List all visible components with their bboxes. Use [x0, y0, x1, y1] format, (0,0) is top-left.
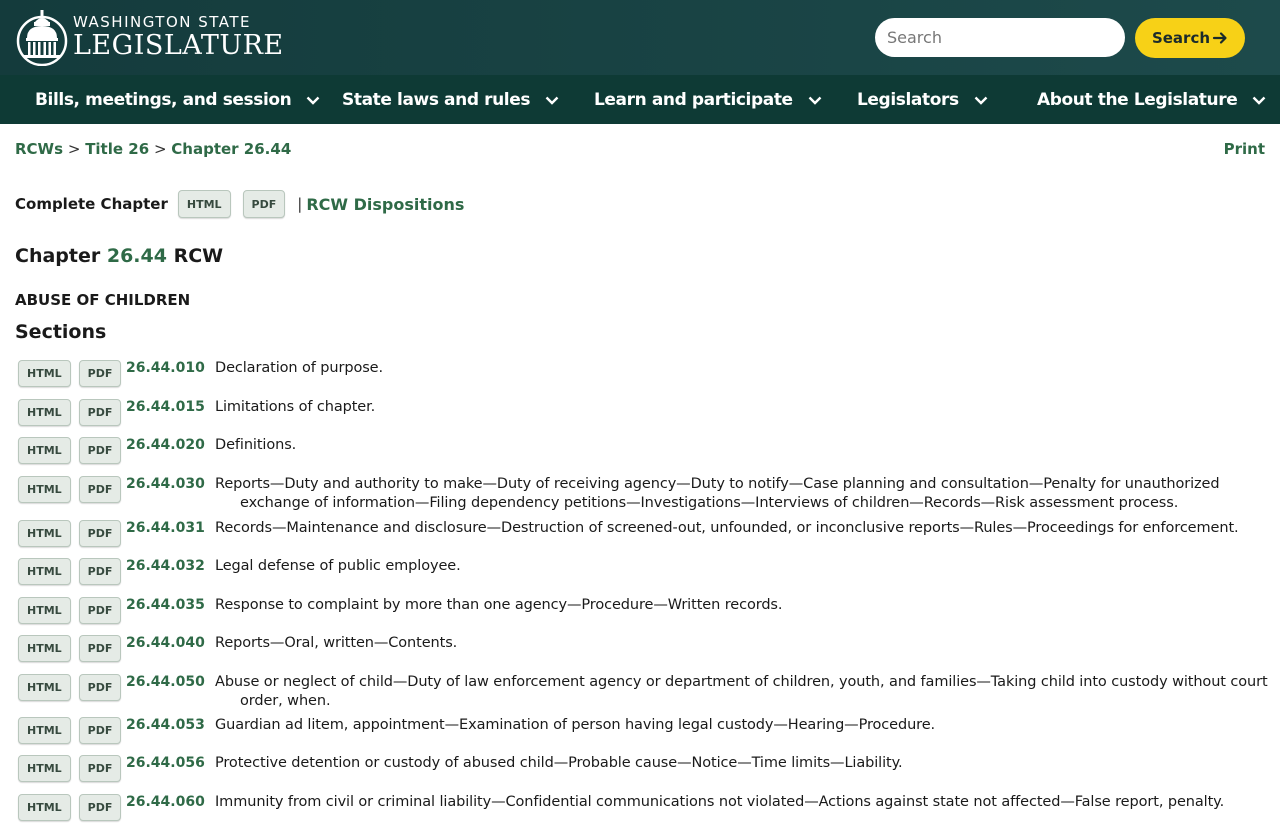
section-pdf-button[interactable]: PDF [79, 360, 122, 387]
section-caption: Guardian ad litem, appointment—Examination of person having legal custody—Hearing—Procedure. [215, 716, 1268, 735]
section-row [18, 673, 1268, 716]
section-caption: Reports—Oral, written—Contents. [215, 634, 1268, 653]
section-number-link[interactable]: 26.44.040 [126, 634, 215, 651]
section-html-button[interactable]: HTML [18, 360, 71, 387]
section-row [18, 793, 1268, 831]
chapter-pdf-button[interactable]: PDF [243, 190, 286, 218]
chapter-prefix: Chapter [15, 245, 100, 267]
main-nav [0, 75, 1280, 124]
nav-item-label: Learn and participate [594, 90, 793, 110]
section-pdf-button[interactable]: PDF [79, 399, 122, 426]
chevron-down-icon [807, 92, 823, 108]
section-number-link[interactable]: 26.44.010 [126, 359, 215, 376]
section-number-link[interactable]: 26.44.035 [126, 596, 215, 613]
breadcrumb [15, 140, 291, 158]
section-html-button[interactable]: HTML [18, 755, 71, 782]
nav-item-about[interactable] [1037, 75, 1267, 124]
nav-item-laws[interactable] [342, 75, 560, 124]
section-caption: Declaration of purpose. [215, 359, 1268, 378]
section-caption: Limitations of chapter. [215, 398, 1268, 417]
section-html-button[interactable]: HTML [18, 437, 71, 464]
section-html-button[interactable]: HTML [18, 794, 71, 821]
nav-item-bills[interactable] [35, 75, 321, 124]
section-number-link[interactable]: 26.44.030 [126, 475, 215, 492]
section-caption: Immunity from civil or criminal liability—Confidential communications not violated—Actions against state not affected—False report, penalty. [215, 793, 1268, 812]
section-html-button[interactable]: HTML [18, 674, 71, 701]
chevron-down-icon [1251, 92, 1267, 108]
chapter-suffix: RCW [174, 245, 224, 267]
breadcrumb-title[interactable]: Title 26 [85, 140, 149, 158]
search-input[interactable] [875, 18, 1125, 57]
breadcrumb-chapter[interactable]: Chapter 26.44 [171, 140, 291, 158]
chapter-subject: ABUSE OF CHILDREN [15, 291, 190, 309]
complete-chapter-bar [15, 190, 464, 218]
print-link[interactable]: Print [1224, 140, 1265, 158]
section-html-button[interactable]: HTML [18, 597, 71, 624]
section-row [18, 436, 1268, 475]
section-caption: Response to complaint by more than one agency—Procedure—Written records. [215, 596, 1268, 615]
chevron-down-icon [544, 92, 560, 108]
breadcrumb-separator: > [154, 140, 167, 158]
chevron-down-icon [973, 92, 989, 108]
section-pdf-button[interactable]: PDF [79, 717, 122, 744]
section-caption: Definitions. [215, 436, 1268, 455]
section-number-link[interactable]: 26.44.060 [126, 793, 215, 810]
section-pdf-button[interactable]: PDF [79, 794, 122, 821]
section-pdf-button[interactable]: PDF [79, 597, 122, 624]
breadcrumb-separator: > [68, 140, 81, 158]
section-caption: Reports—Duty and authority to make—Duty of receiving agency—Duty to notify—Case planning and consultation—Penalty for unauthorized exchange of information—Filing dependency petitions—Investigations—Interviews of children—Records—Risk assessment process. [215, 475, 1268, 513]
section-row [18, 519, 1268, 558]
section-number-link[interactable]: 26.44.020 [126, 436, 215, 453]
sections-heading: Sections [15, 321, 106, 343]
chevron-down-icon [305, 92, 321, 108]
section-row [18, 634, 1268, 673]
rcw-dispositions-link[interactable]: RCW Dispositions [306, 195, 464, 214]
section-row [18, 398, 1268, 437]
chapter-title [15, 245, 223, 267]
sections-list [18, 359, 1268, 831]
search-button[interactable] [1135, 18, 1245, 58]
section-number-link[interactable]: 26.44.056 [126, 754, 215, 771]
search-button-label: Search [1152, 29, 1210, 47]
section-html-button[interactable]: HTML [18, 476, 71, 503]
section-pdf-button[interactable]: PDF [79, 755, 122, 782]
section-pdf-button[interactable]: PDF [79, 476, 122, 503]
arrow-right-icon [1212, 30, 1228, 46]
nav-item-legislators[interactable] [857, 75, 989, 124]
section-row [18, 475, 1268, 519]
site-header [0, 0, 1280, 75]
complete-chapter-label: Complete Chapter [15, 195, 168, 213]
section-number-link[interactable]: 26.44.015 [126, 398, 215, 415]
section-number-link[interactable]: 26.44.031 [126, 519, 215, 536]
section-pdf-button[interactable]: PDF [79, 674, 122, 701]
section-pdf-button[interactable]: PDF [79, 635, 122, 662]
section-html-button[interactable]: HTML [18, 717, 71, 744]
section-html-button[interactable]: HTML [18, 558, 71, 585]
section-html-button[interactable]: HTML [18, 520, 71, 547]
section-caption: Records—Maintenance and disclosure—Destruction of screened-out, unfounded, or inconclusive reports—Rules—Proceedings for enforcement. [215, 519, 1268, 538]
logo-wordmark [73, 14, 284, 61]
site-logo[interactable] [15, 8, 284, 66]
chapter-html-button[interactable]: HTML [178, 190, 231, 218]
section-row [18, 557, 1268, 596]
section-row [18, 359, 1268, 398]
section-caption: Abuse or neglect of child—Duty of law enforcement agency or department of children, youth, and families—Taking child into custody without court order, when. [215, 673, 1268, 711]
section-html-button[interactable]: HTML [18, 399, 71, 426]
nav-item-label: State laws and rules [342, 90, 530, 110]
divider: | [297, 195, 302, 213]
section-number-link[interactable]: 26.44.032 [126, 557, 215, 574]
nav-item-learn[interactable] [594, 75, 823, 124]
nav-item-label: Bills, meetings, and session [35, 90, 291, 110]
section-caption: Protective detention or custody of abused child—Probable cause—Notice—Time limits—Liability. [215, 754, 1268, 773]
section-row [18, 596, 1268, 635]
section-html-button[interactable]: HTML [18, 635, 71, 662]
section-number-link[interactable]: 26.44.053 [126, 716, 215, 733]
nav-item-label: About the Legislature [1037, 90, 1237, 110]
section-pdf-button[interactable]: PDF [79, 520, 122, 547]
section-pdf-button[interactable]: PDF [79, 437, 122, 464]
section-row [18, 716, 1268, 755]
nav-item-label: Legislators [857, 90, 959, 110]
logo-line-2: LEGISLATURE [73, 31, 284, 61]
section-row [18, 754, 1268, 793]
section-number-link[interactable]: 26.44.050 [126, 673, 215, 690]
logo-line-1: WASHINGTON STATE [73, 14, 284, 31]
capitol-dome-icon [15, 8, 69, 66]
chapter-number: 26.44 [107, 245, 167, 267]
breadcrumb-rcws[interactable]: RCWs [15, 140, 63, 158]
section-pdf-button[interactable]: PDF [79, 558, 122, 585]
section-caption: Legal defense of public employee. [215, 557, 1268, 576]
